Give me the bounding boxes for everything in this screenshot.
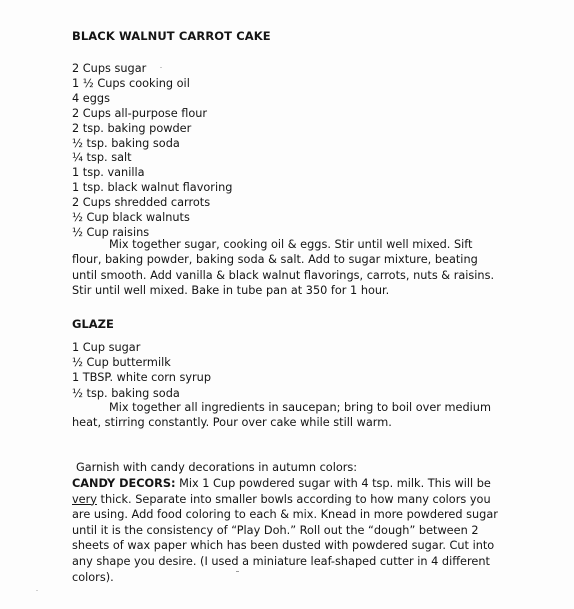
scan-speck [36, 590, 38, 591]
cake-directions: Mix together sugar, cooking oil & eggs. Stir until well mixed. Sift flour, baking powder, baking soda & salt. Add to sugar mixture, beating until smooth. Add vanilla & black walnut flavorings, carrots, nuts & raisins. Stir until well mixed. Bake in tube pan at 350 for 1 hour. [72, 238, 495, 298]
candy-decors-paragraph [72, 476, 508, 585]
ingredient-line: ½ Cup buttermilk [72, 356, 171, 370]
ingredient-line: ½ Cup raisins [72, 225, 150, 239]
candy-text-part-2: thick. Separate into smaller bowls according to how many colors you are using. Add food coloring to each & mix. Knead in more powdered sugar until it is the consistency of “Play Doh.” Roll out the “dough” between 2 sheets of wax paper which has been dusted with powdered sugar. Cut into any shape you desire. (I used a miniature leaf-shaped cutter in 4 different colors). [72, 492, 498, 584]
emphasis-very: very [72, 492, 97, 506]
recipe-title: BLACK WALNUT CARROT CAKE [72, 29, 271, 43]
scan-speck [236, 571, 239, 572]
ingredient-line: ½ tsp. baking soda [72, 136, 180, 150]
glaze-directions: Mix together all ingredients in saucepan; bring to boil over medium heat, stirring constantly. Pour over cake while still warm. [72, 401, 491, 430]
ingredient-line: ¼ tsp. salt [72, 151, 132, 165]
candy-decors-label: CANDY DECORS: [72, 477, 176, 490]
ingredient-line: 2 Cups all-purpose flour [72, 106, 208, 120]
ingredient-line: 1 ½ Cups cooking oil [72, 76, 190, 90]
glaze-title: GLAZE [72, 317, 114, 331]
ingredient-line: 4 eggs [72, 91, 110, 105]
ingredient-line: ½ Cup black walnuts [72, 211, 190, 225]
candy-text-part-1: Mix 1 Cup powdered sugar with 4 tsp. milk. This will be [175, 477, 491, 490]
glaze-ingredient-list [72, 340, 211, 401]
ingredient-line: 2 Cups shredded carrots [72, 196, 211, 210]
scan-speck [160, 67, 162, 68]
ingredient-line: 1 tsp. black walnut flavoring [72, 181, 233, 195]
ingredient-line: 1 tsp. vanilla [72, 166, 145, 180]
garnish-intro: Garnish with candy decorations in autumn colors: [76, 461, 358, 474]
ingredient-line: 1 Cup sugar [72, 341, 141, 354]
ingredient-line: 2 Cups sugar [72, 62, 147, 75]
cake-ingredient-list [72, 62, 232, 241]
ingredient-line: 2 tsp. baking powder [72, 121, 192, 135]
ingredient-line: ½ tsp. baking soda [72, 386, 180, 400]
ingredient-line: 1 TBSP. white corn syrup [72, 371, 212, 385]
